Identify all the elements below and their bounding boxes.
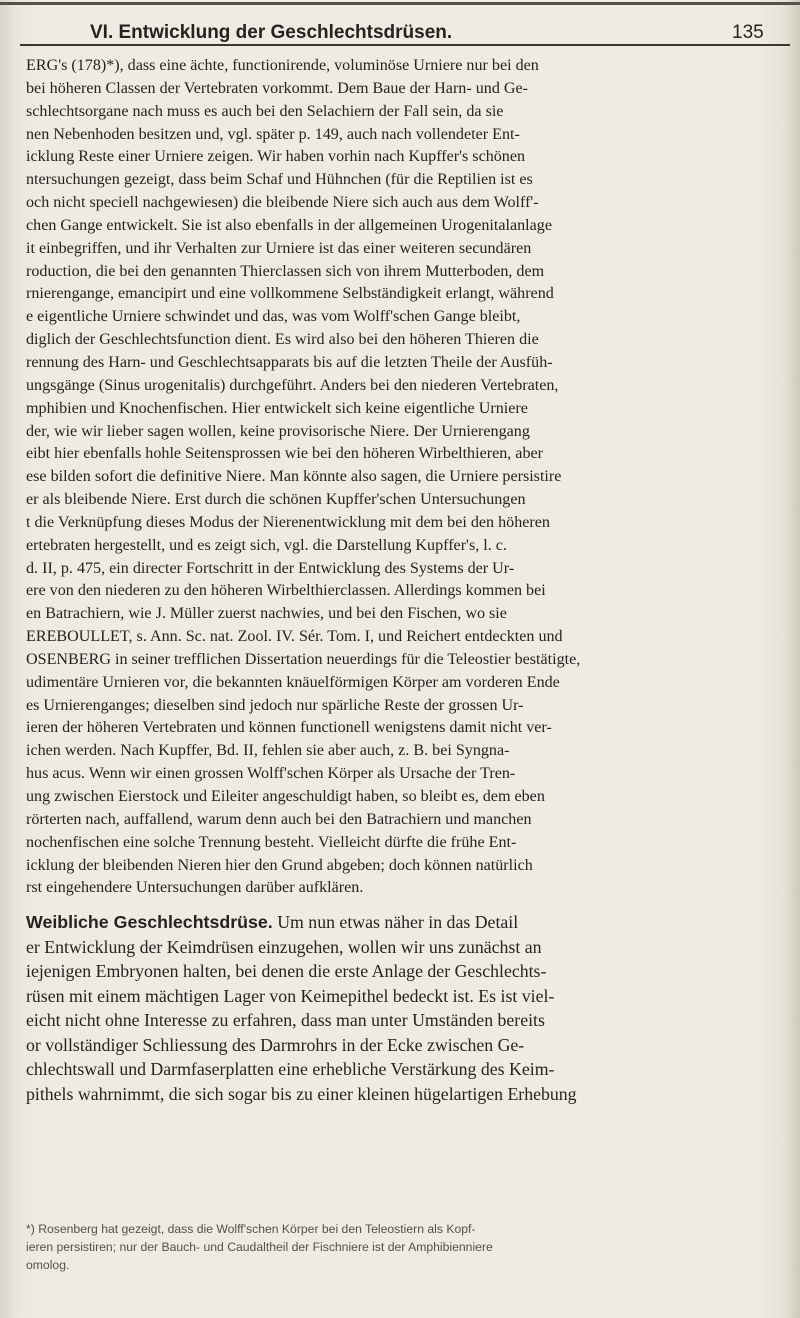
paragraph-2-line: pithels wahrnimmt, die sich sogar bis zu einer kleinen hügelartigen Erhebung [26,1083,577,1104]
paragraph-1-line: och nicht speciell nachgewiesen) die bleibende Niere sich auch aus dem Wolff'- [26,194,539,212]
paragraph-1-line: rörterten nach, auffallend, warum denn auch bei den Batrachiern und manchen [26,810,532,828]
footnote-line: ieren persistiren; nur der Bauch- und Caudaltheil der Fischniere ist der Amphibienniere [26,1240,493,1254]
paragraph-1-line: ntersuchungen gezeigt, dass beim Schaf und Hühnchen (für die Reptilien ist es [26,171,533,189]
chapter-label: VI. Entwicklung der Geschlechtsdrüsen. [90,22,453,43]
paragraph-2-line-first-text: Um nun etwas näher in das Detail [277,912,519,933]
paragraph-2-line: chlechtswall und Darmfaserplatten eine erhebliche Verstärkung des Keim- [26,1059,555,1080]
paragraph-1-line: diglich der Geschlechtsfunction dient. Es wird also bei den höheren Thieren die [26,331,539,349]
paragraph-1-line: rst eingehendere Untersuchungen darüber aufklären. [26,879,364,897]
paragraph-1-line: es Urnierenganges; dieselben sind jedoch nur spärliche Reste der grossen Ur- [26,696,524,714]
paragraph-2-line: er Entwicklung der Keimdrüsen einzugehen, wollen wir uns zunächst an [26,936,542,957]
paragraph-1-line: udimentäre Urnieren vor, die bekannten knäuelförmigen Körper am vorderen Ende [26,673,560,691]
paragraph-1-line: ere von den niederen zu den höheren Wirbelthierclassen. Allerdings kommen bei [26,582,546,600]
paragraph-1-line: ichen werden. Nach Kupffer, Bd. II, fehlen sie aber auch, z. B. bei Syngna- [26,742,510,760]
footnote [26,1220,770,1274]
paragraph-1-line: t die Verknüpfung dieses Modus der Nierenentwicklung mit dem bei den höheren [26,513,550,531]
top-edge-line [0,2,800,5]
paragraph-1 [0,55,770,900]
paragraph-2-line: rüsen mit einem mächtigen Lager von Keimepithel bedeckt ist. Es ist viel- [26,985,555,1006]
paragraph-1-line: hus acus. Wenn wir einen grossen Wolff'schen Körper als Ursache der Tren- [26,765,516,783]
footnote-line: *) Rosenberg hat gezeigt, dass die Wolff'schen Körper bei den Teleostiern als Kopf- [26,1222,476,1236]
paragraph-1-line: chen Gange entwickelt. Sie ist also ebenfalls in der allgemeinen Urogenitalanlage [26,216,552,234]
paragraph-1-line: icklung Reste einer Urniere zeigen. Wir haben vorhin nach Kupffer's schönen [26,148,526,166]
paragraph-1-line: ese bilden sofort die definitive Niere. Man könnte also sagen, die Urniere persistire [26,468,562,486]
paragraph-1-line: der, wie wir lieber sagen wollen, keine provisorische Niere. Der Urnierengang [26,422,530,440]
paragraph-1-line: ERG's (178)*), dass eine ächte, functionirende, voluminöse Urniere nur bei den [26,57,539,74]
page-number: 135 [732,22,764,43]
paragraph-1-line: nochenfischen eine solche Trennung besteht. Vielleicht dürfte die frühe Ent- [26,833,517,851]
paragraph-1-line: rnierengange, emancipirt und eine vollkommene Selbständigkeit erlangt, während [26,285,554,303]
paragraph-1-line: icklung der bleibenden Nieren hier den Grund abgeben; doch können natürlich [26,856,533,874]
paragraph-1-line: bei höheren Classen der Vertebraten vorkommt. Dem Baue der Harn- und Ge- [26,79,529,97]
paragraph-2-line: iejenigen Embryonen halten, bei denen die erste Anlage der Geschlechts- [26,961,547,982]
paragraph-1-line: roduction, die bei den genannten Thierclassen sich von ihrem Mutterboden, dem [26,262,545,280]
paragraph-2-line: eicht nicht ohne Interesse zu erfahren, dass man unter Umständen bereits [26,1010,545,1031]
paragraph-1-line: schlechtsorgane nach muss es auch bei den Selachiern der Fall sein, da sie [26,102,504,120]
paragraph-1-line: en Batrachiern, wie J. Müller zuerst nachwies, und bei den Fischen, wo sie [26,605,507,623]
paragraph-1-line: EREBOULLET, s. Ann. Sc. nat. Zool. IV. Sér. Tom. I, und Reichert entdeckten und [26,628,563,646]
paragraph-1-line: ungsgänge (Sinus urogenitalis) durchgeführt. Anders bei den niederen Vertebraten, [26,376,559,394]
paragraph-1-line: er als bleibende Niere. Erst durch die schönen Kupffer'schen Untersuchungen [26,491,526,509]
header-rule [20,44,790,46]
paragraph-1-line: nen Nebenhoden besitzen und, vgl. später p. 149, auch nach vollendeter Ent- [26,125,520,143]
body-text [0,55,770,1106]
paragraph-1-line: ung zwischen Eierstock und Eileiter angeschuldigt haben, so bleibt es, dem eben [26,788,545,805]
paragraph-1-line: ieren der höheren Vertebraten und können functionell wenigstens damit nicht ver- [26,719,552,737]
paragraph-1-line: mphibien und Knochenfischen. Hier entwickelt sich keine eigentliche Urniere [26,399,528,417]
paragraph-1-line: d. II, p. 475, ein directer Fortschritt in der Entwicklung des Systems der Ur- [26,559,515,577]
paragraph-2-line-first [26,910,770,935]
paragraph-1-line: ertebraten hergestellt, und es zeigt sich, vgl. die Darstellung Kupffer's, l. c. [26,536,507,554]
paragraph-2-line: or vollständiger Schliessung des Darmrohrs in der Ecke zwischen Ge- [26,1034,525,1055]
section-heading: Weibliche Geschlechtsdrüse. [26,912,273,933]
footnote-line: omolog. [26,1258,70,1272]
paragraph-1-line: OSENBERG in seiner trefflichen Dissertation neuerdings für die Teleostier bestätigte, [26,650,581,668]
paragraph-2 [0,910,770,1106]
paragraph-1-line: rennung des Harn- und Geschlechtsapparats bis auf die letzten Theile der Ausfüh- [26,353,553,371]
paragraph-1-line: eibt hier ebenfalls hohle Seitensprossen wie bei den höheren Wirbelthieren, aber [26,445,544,463]
paragraph-1-line: it einbegriffen, und ihr Verhalten zur Urniere ist das einer weiteren secundären [26,239,532,257]
paragraph-1-line: e eigentliche Urniere schwindet und das, was vom Wolff'schen Gange bleibt, [26,308,521,326]
